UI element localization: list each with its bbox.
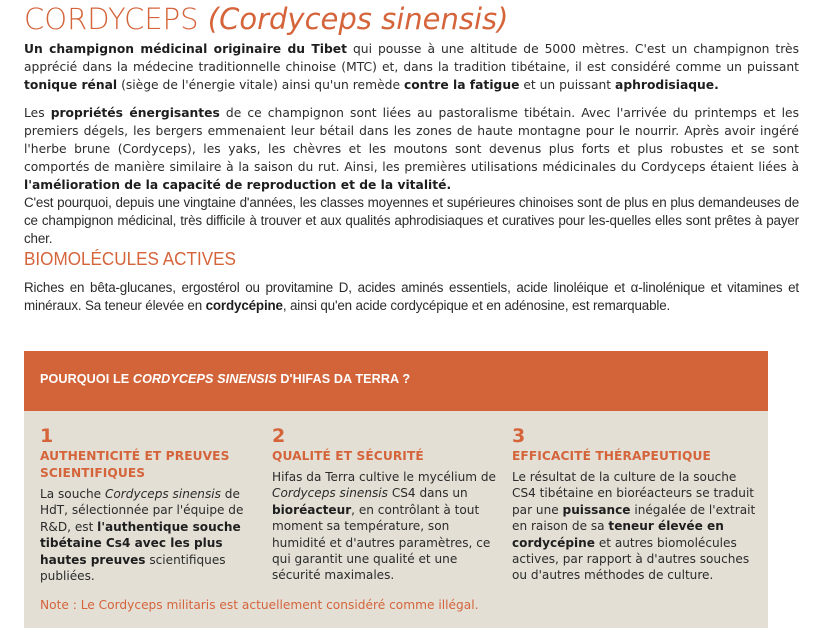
intro-bold-4: aphrodisiaque. [615,78,719,92]
biomolecules-heading: BIOMOLÉCULES ACTIVES [24,249,236,269]
reason-text [272,469,500,584]
history-text-1: Les [24,106,51,120]
reason-text-italic: Cordyceps sinensis [104,487,221,501]
reason-heading: QUALITÉ ET SÉCURITÉ [272,449,424,463]
intro-paragraph [24,40,799,94]
reason-number: 2 [272,425,286,447]
reason-column-1 [40,427,268,584]
reason-text-part: Le résultat de la culture de la souche CS4 tibétaine en bioréacteurs se traduit par une [512,470,755,517]
reason-text-part: et autres biomolécules actives, par rapport à d'autres souches ou d'autres méthodes de culture. [512,535,750,583]
reason-number: 3 [512,425,526,447]
intro-bold-1: Un champignon médicinal originaire du Tibet [24,42,347,56]
title-latin: (Cordyceps sinensis) [207,2,509,36]
biomolecules-text-2: , ainsi qu'en acide cordycépique et en adénosine, est remarquable. [282,298,671,313]
reason-text-part: CS4 dans un [387,486,468,501]
why-title-text-1: POURQUOI LE [40,372,133,386]
reason-text-italic: Cordyceps sinensis [272,486,388,501]
legal-note: Note : Le Cordyceps militaris est actuellement considéré comme illégal. [40,598,479,612]
intro-text-1: qui pousse à une altitude de 5000 mètres. C'est un champignon très apprécié dans la médecine traditionnelle chinoise (MTC) et, dans la tradition tibétaine, il est considéré comme un puissant [24,42,799,74]
page-title [24,2,508,36]
demand-paragraph: C'est pourquoi, depuis une vingtaine d'années, les classes moyennes et supérieures chinoises sont de plus en plus demandeuses de ce champignon médicinal, très difficile à trouver et aux qualités aphrodisiaques et curatives pour les-quelles elles sont prêtes à payer cher. [24,195,799,246]
reason-column-3 [512,427,757,584]
why-box-title [40,372,410,386]
reason-column-2 [272,427,500,584]
why-box-header [24,351,768,411]
why-title-text-2: D'HIFAS DA TERRA ? [276,372,411,386]
biomolecules-bold-1: cordycépine [205,298,283,313]
why-title-italic: CORDYCEPS SINENSIS [132,372,277,386]
reason-heading: EFFICACITÉ THÉRAPEUTIQUE [512,449,711,463]
intro-bold-3: contre la fatigue [403,78,520,92]
reason-text-part: scientifiques publiées. [40,552,226,584]
history-text-2: de ce champignon sont liées au pastoralisme tibétain. Avec l'arrivée du printemps et les premiers dégels, les bergers emmenaient leur bétail dans les zones de haute montagne pour le nourrir. Après avoir ingéré l'herbe brune (Cordyceps), les yaks, les chèvres et les moutons sont devenus plus forts et plus robustes et se sont comportés de manière similaire à la saison du rut. Ainsi, les premières utilisations médicinales du Cordyceps étaient liées à [24,106,799,174]
reason-text-bold: teneur élevée en cordycépine [512,519,724,550]
history-bold-2: l'amélioration de la capacité de reproduction et de la vitalité. [24,178,452,192]
reason-text [512,469,757,584]
intro-text-2: (siège de l'énergie vitale) ainsi qu'un remède [117,78,404,92]
reason-text-part: , en contrôlant à tout moment sa température, son humidité et d'autres paramètres, ce qui garantit une qualité et une sécurité maximales. [272,502,491,583]
biomolecules-text-1: Riches en bêta-glucanes, ergostérol ou provitamine D, acides aminés essentiels, acide linoléique et α-linolénique et vitamines et minéraux. Sa teneur élevée en [24,280,799,313]
reason-heading: AUTHENTICITÉ ET PREUVES SCIENTIFIQUES [40,449,230,480]
title-main: CORDYCEPS [24,2,199,36]
history-bold-1: propriétés énergisantes [50,106,220,120]
history-paragraph [24,104,799,194]
reason-text [40,486,268,584]
reason-text-part: Hifas da Terra cultive le mycélium de [272,470,496,484]
reason-text-bold: puissance [562,502,631,517]
biomolecules-paragraph [24,279,799,315]
why-box [24,351,768,628]
intro-bold-2: tonique rénal [24,78,118,92]
reason-text-part: inégalée de l'extrait en raison de sa [512,502,756,534]
reason-text-bold: bioréacteur [272,502,352,517]
reason-number: 1 [40,425,54,447]
reason-text-part: La souche [40,487,105,501]
intro-text-3: et un puissant [519,78,616,92]
reason-text-bold: l'authentique souche tibétaine Cs4 avec les plus hautes preuves [40,519,241,567]
reason-text-part: de HdT, sélectionnée par l'équipe de R&D, est [40,487,244,534]
